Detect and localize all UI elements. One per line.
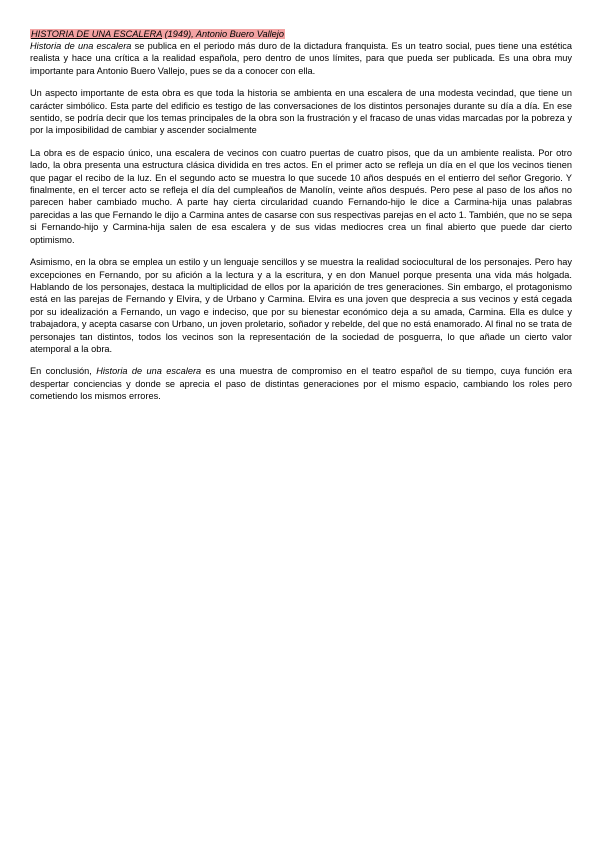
paragraph-5-text: es una muestra de compromiso en el teatro español de su tiempo, cuya función era despertar conciencias y donde se aprecia el paso de distintas generaciones por el mismo espacio, cambiando los roles pero cometiendo los mismos errores.: [30, 366, 573, 402]
title-highlight: [30, 29, 285, 39]
paragraph-introduction: [30, 40, 572, 77]
paragraph-5-italic-title: Historia de una escalera: [96, 366, 202, 377]
document-title: [30, 28, 572, 40]
paragraph-4-text: Asimismo, en la obra se emplea un estilo y un lenguaje sencillos y se muestra la realidad sociocultural de los personajes. Pero hay excepciones en Fernando, por su afición a la lectura y a la escritura, y en don Manuel porque presenta una vida más holgada. Hablando de los personajes, destaca la multiplicidad de ellos por la aparición de tres generaciones. Sin embargo, el protagonismo está en las parejas de Fernando y Elvira, y de Urbano y Carmina. Elvira es una joven que desprecia a sus vecinos y está cegada por su idealización a Fernando, un vago e indeciso, que por su bienestar económico deja a su amada, Carmina. Ella es dulce y trabajadora, y acepta casarse con Urbano, un joven proletario, soñador y rebelde, del que no está enamorado. Al final no se trata de personajes tan distintos, todos los vecinos son la representación de la sociedad de posguerra, lo que añade un cierto valor atemporal a la obra.: [30, 257, 572, 354]
paragraph-5-lead: En conclusión,: [30, 366, 97, 377]
paragraph-1-italic-title: Historia de una escalera: [30, 41, 132, 51]
paragraph-themes: [30, 87, 572, 137]
title-work-name: HISTORIA DE UNA ESCALERA: [31, 29, 163, 39]
paragraph-2-text: Un aspecto importante de esta obra es que toda la historia se ambienta en una escalera de una modesta vecindad, que tiene un carácter simbólico. Esta parte del edificio es testigo de las conversaciones de los distintos personajes durante su día a día. En ese sentido, se podría decir que los temas principales de la obra son la frustración y el fracaso de unas vidas marcadas por la pobreza y por la imposibilidad de cambiar y ascender socialmente: [30, 88, 572, 136]
document-page: [30, 28, 572, 413]
paragraph-1-text: se publica en el periodo más duro de la dictadura franquista. Es un teatro social, pues tiene una estética realista y hace una crítica a la realidad española, pero dentro de unos límites, para que pueda ser publicada. Es una obra muy importante para Antonio Buero Vallejo, pues se da a conocer con ella.: [30, 41, 572, 76]
paragraph-3-text: La obra es de espacio único, una escalera de vecinos con cuatro puertas de cuatro pisos, que da un ambiente realista. Por otro lado, la obra presenta una estructura clásica dividida en tres actos. En el primer acto se refleja un día en el que los vecinos tienen que pagar el recibo de la luz. En el segundo acto se muestra lo que sucede 10 años después en el entierro del señor Gregorio. Y finalmente, en el tercer acto se refleja el día del cumpleaños de Manolín, veinte años después. Pero pese al paso de los años no parecen haber cambiado mucho. A parte hay cierta circularidad cuando Fernando-hijo le dice a Carmina-hija unas palabras parecidas a las que Fernando le dijo a Carmina antes de casarse con sus respectivas parejas en el acto 1. También, que no se sepa si Fernando-hijo y Carmina-hija salen de esa escalera y de sus vidas mediocres crea un final abierto que puede dar cierto optimismo.: [30, 147, 572, 245]
title-year-author: (1949), Antonio Buero Vallejo: [162, 29, 284, 39]
paragraph-conclusion: [30, 365, 572, 402]
paragraph-characters: [30, 256, 572, 355]
paragraph-structure: [30, 147, 572, 246]
